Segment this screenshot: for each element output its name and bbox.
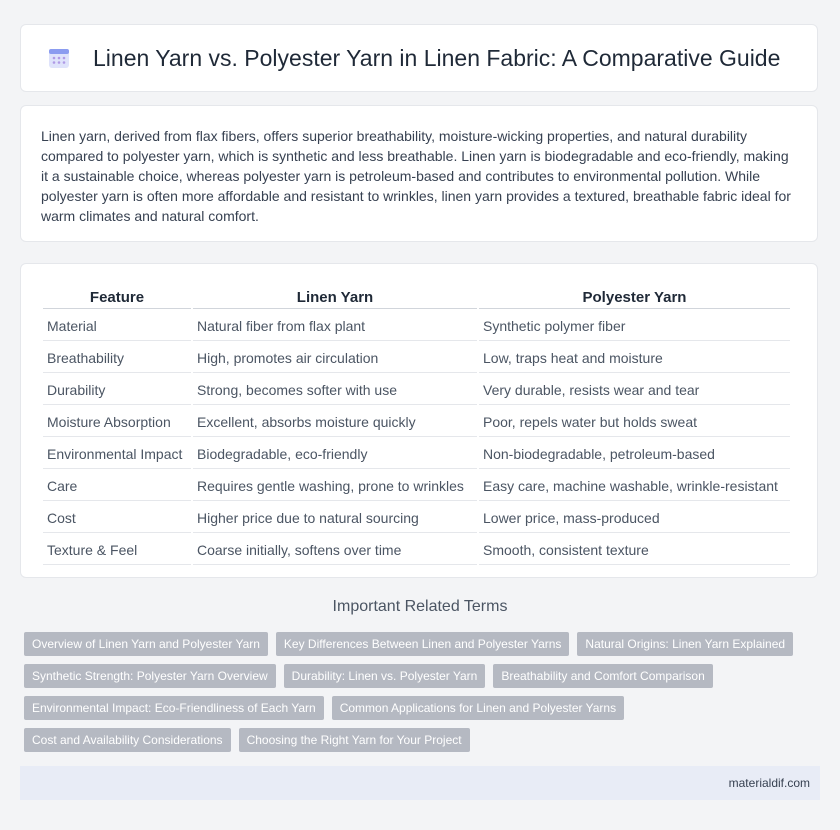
- related-term-tag[interactable]: Breathability and Comfort Comparison: [493, 664, 712, 688]
- table-row: [43, 343, 790, 373]
- table-cell: Strong, becomes softer with use: [193, 375, 477, 405]
- calendar-icon: [47, 46, 71, 70]
- column-header: Polyester Yarn: [479, 286, 790, 309]
- tag-row: [24, 632, 824, 656]
- related-term-tag[interactable]: Environmental Impact: Eco-Friendliness of Each Yarn: [24, 696, 324, 720]
- table-cell: Non-biodegradable, petroleum-based: [479, 439, 790, 469]
- table-cell: Breathability: [43, 343, 191, 373]
- table-cell: Excellent, absorbs moisture quickly: [193, 407, 477, 437]
- table-cell: Smooth, consistent texture: [479, 535, 790, 565]
- table-cell: Easy care, machine washable, wrinkle-resistant: [479, 471, 790, 501]
- table-cell: Very durable, resists wear and tear: [479, 375, 790, 405]
- table-cell: High, promotes air circulation: [193, 343, 477, 373]
- table-row: [43, 375, 790, 405]
- comparison-table-card: [20, 263, 818, 578]
- table-cell: Poor, repels water but holds sweat: [479, 407, 790, 437]
- table-cell: Synthetic polymer fiber: [479, 311, 790, 341]
- comparison-table: [41, 284, 792, 567]
- footer: [20, 766, 820, 800]
- table-cell: Cost: [43, 503, 191, 533]
- table-row: [43, 407, 790, 437]
- related-term-tag[interactable]: Synthetic Strength: Polyester Yarn Overview: [24, 664, 276, 688]
- table-cell: Material: [43, 311, 191, 341]
- table-cell: Biodegradable, eco-friendly: [193, 439, 477, 469]
- table-row: [43, 311, 790, 341]
- table-cell: Durability: [43, 375, 191, 405]
- intro-card: [20, 105, 818, 242]
- related-term-tag[interactable]: Durability: Linen vs. Polyester Yarn: [284, 664, 486, 688]
- related-term-tag[interactable]: Cost and Availability Considerations: [24, 728, 231, 752]
- table-row: [43, 439, 790, 469]
- footer-site-link[interactable]: materialdif.com: [728, 776, 810, 790]
- page-title: Linen Yarn vs. Polyester Yarn in Linen Fabric: A Comparative Guide: [93, 44, 781, 71]
- related-term-tag[interactable]: Common Applications for Linen and Polyester Yarns: [332, 696, 624, 720]
- table-cell: Higher price due to natural sourcing: [193, 503, 477, 533]
- tag-row: [24, 696, 824, 720]
- table-row: [43, 503, 790, 533]
- column-header: Feature: [43, 286, 191, 309]
- tag-row: [24, 728, 824, 752]
- related-term-tag[interactable]: Overview of Linen Yarn and Polyester Yarn: [24, 632, 268, 656]
- related-terms-tags: [24, 632, 824, 760]
- table-cell: Natural fiber from flax plant: [193, 311, 477, 341]
- related-terms-title: Important Related Terms: [332, 598, 508, 615]
- header-card: [20, 24, 818, 92]
- table-row: [43, 535, 790, 565]
- column-header: Linen Yarn: [193, 286, 477, 309]
- table-cell: Environmental Impact: [43, 439, 191, 469]
- related-term-tag[interactable]: Key Differences Between Linen and Polyester Yarns: [276, 632, 570, 656]
- table-header-row: [43, 286, 790, 309]
- table-cell: Lower price, mass-produced: [479, 503, 790, 533]
- table-cell: Coarse initially, softens over time: [193, 535, 477, 565]
- related-term-tag[interactable]: Natural Origins: Linen Yarn Explained: [577, 632, 793, 656]
- table-row: [43, 471, 790, 501]
- table-cell: Care: [43, 471, 191, 501]
- table-cell: Moisture Absorption: [43, 407, 191, 437]
- tag-row: [24, 664, 824, 688]
- intro-text: Linen yarn, derived from flax fibers, offers superior breathability, moisture-wicking properties, and natural durability compared to polyester yarn, which is synthetic and less breathable. Linen yarn is biodegradable and eco-friendly, making it a sustainable choice, whereas polyester yarn is petroleum-based and contributes to environmental pollution. While polyester yarn is often more affordable and resistant to wrinkles, linen yarn provides a textured, breathable fabric ideal for warm climates and natural comfort.: [41, 128, 791, 224]
- table-cell: Low, traps heat and moisture: [479, 343, 790, 373]
- related-term-tag[interactable]: Choosing the Right Yarn for Your Project: [239, 728, 470, 752]
- table-cell: Texture & Feel: [43, 535, 191, 565]
- table-cell: Requires gentle washing, prone to wrinkles: [193, 471, 477, 501]
